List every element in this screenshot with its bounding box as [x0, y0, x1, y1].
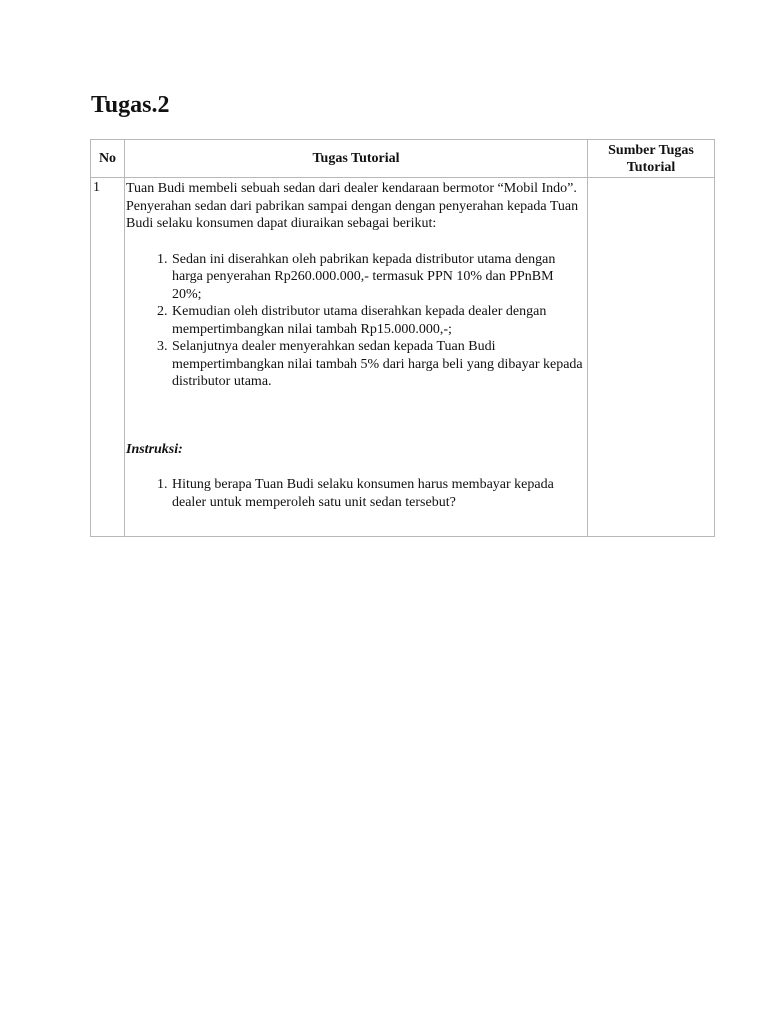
task-description-cell [125, 178, 588, 537]
list-item: 1. Sedan ini diserahkan oleh pabrikan kepada distributor utama dengan harga penyerahan Rp260.000.000,- termasuk PPN 10% dan PPnBM 20%; [171, 251, 583, 304]
table-header-row [91, 140, 715, 178]
source-cell [588, 178, 715, 537]
list-item: 2. Kemudian oleh distributor utama diserahkan kepada dealer dengan mempertimbangkan nilai tambah Rp15.000.000,-; [171, 303, 583, 338]
instruction-heading: Instruksi: [126, 441, 183, 457]
row-number: 1 [91, 178, 125, 537]
page-title: Tugas.2 [91, 92, 170, 118]
step-list [126, 251, 583, 391]
table-row [91, 178, 715, 537]
header-no: No [91, 140, 125, 178]
task-table [90, 139, 715, 537]
list-item: 1. Hitung berapa Tuan Budi selaku konsumen harus membayar kepada dealer untuk memperoleh satu unit sedan tersebut? [171, 476, 583, 511]
list-item: 3. Selanjutnya dealer menyerahkan sedan kepada Tuan Budi mempertimbangkan nilai tambah 5% dari harga beli yang dibayar kepada distributor utama. [171, 338, 583, 391]
header-source: Sumber Tugas Tutorial [588, 140, 715, 178]
instruction-list [126, 476, 583, 511]
task-intro-text: Tuan Budi membeli sebuah sedan dari dealer kendaraan bermotor “Mobil Indo”. Penyerahan sedan dari pabrikan sampai dengan dengan penyerahan kepada Tuan Budi selaku konsumen dapat diuraikan sebagai berikut: [126, 181, 579, 231]
header-task: Tugas Tutorial [125, 140, 588, 178]
